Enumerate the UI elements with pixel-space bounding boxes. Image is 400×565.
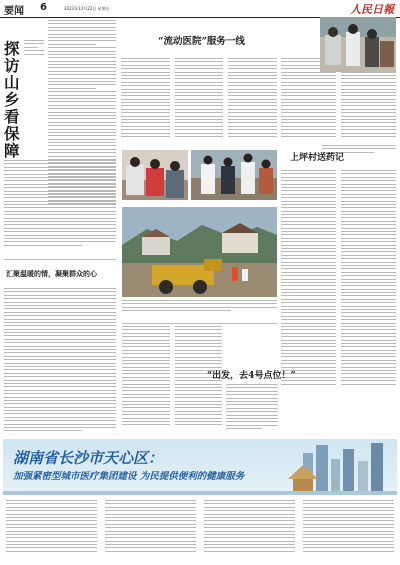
banner-title: 湖南省长沙市天心区： [13,449,164,467]
newspaper-logo: 人民日報 [350,3,394,16]
center-article-body [121,58,277,144]
essay-title: 汇聚温暖的情，凝聚群众的心 [6,269,97,278]
lower-article-title: “出发，去4号点位！” [207,371,296,381]
section-label: 要闻 [4,6,24,17]
banner-subtitle: 加强紧密型城市医疗集团建设 为民提供便利的健康服务 [13,471,245,482]
outdoor-visit-photo [191,150,277,200]
ad-banner [3,439,397,495]
right-article-body [281,170,396,432]
center-divider [122,323,277,324]
right-article-title: 上坪村送药记 [290,153,345,163]
lower-article-body [226,384,278,434]
essay-body [4,288,116,433]
indoor-clinic-photo [122,150,188,200]
center-article-title: “流动医院”服务一线 [158,36,245,47]
feature-title: 探访山乡看保障 [4,39,20,160]
left-body-text [24,40,44,150]
photo-captions-center [122,300,277,320]
issue-date: 2023年12月22日 星期五 [64,6,110,11]
doctor-visit-photo-top [320,17,396,72]
page-header [0,0,400,18]
banner-article-body [6,500,394,558]
page-number: 6 [40,2,47,13]
left-divider [4,259,116,260]
construction-site-photo [122,207,277,297]
left-article-bottom [4,160,116,255]
